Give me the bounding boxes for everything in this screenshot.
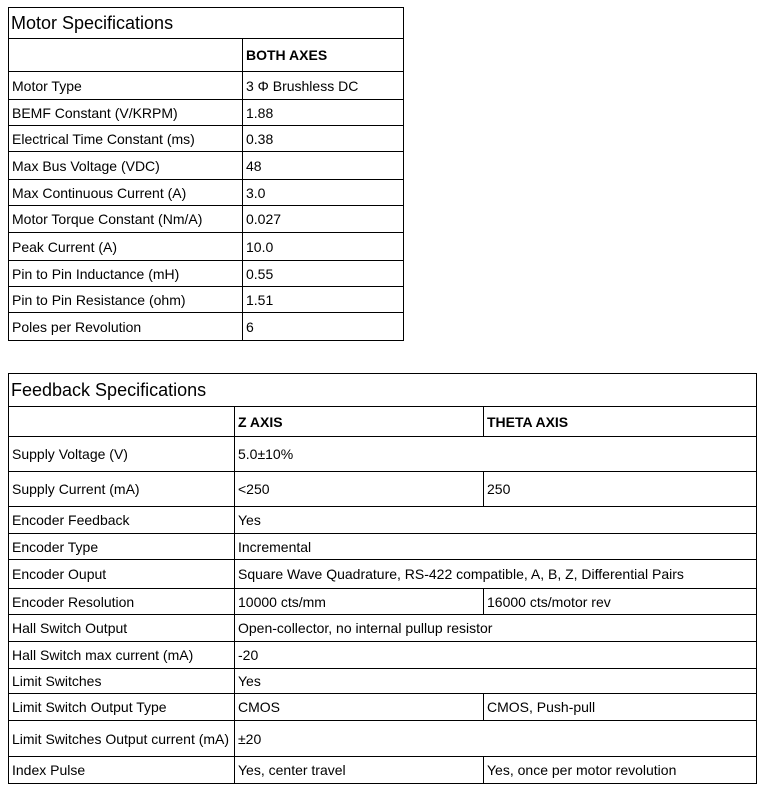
row-label: Poles per Revolution	[9, 313, 243, 341]
row-value-theta: 16000 cts/motor rev	[484, 589, 757, 615]
row-value: 0.55	[243, 261, 404, 287]
table-row	[9, 206, 404, 233]
row-label: Pin to Pin Inductance (mH)	[9, 261, 243, 287]
table-row	[9, 694, 757, 721]
row-label: Max Continuous Current (A)	[9, 180, 243, 206]
row-label: Electrical Time Constant (ms)	[9, 126, 243, 152]
row-value: 3.0	[243, 180, 404, 206]
row-label: Encoder Resolution	[9, 589, 235, 615]
row-value-z: CMOS	[235, 694, 484, 721]
row-value-theta: Yes, once per motor revolution	[484, 757, 757, 784]
row-value-z: 10000 cts/mm	[235, 589, 484, 615]
feedback-specifications-table	[8, 373, 757, 784]
row-label: Encoder Type	[9, 534, 235, 560]
motor-specifications-table	[8, 7, 404, 341]
row-label: Peak Current (A)	[9, 233, 243, 261]
row-label: Pin to Pin Resistance (ohm)	[9, 287, 243, 313]
row-value-both: ±20	[235, 721, 757, 757]
row-value-both: Incremental	[235, 534, 757, 560]
row-value-both: 5.0±10%	[235, 437, 757, 472]
row-value-z: Yes, center travel	[235, 757, 484, 784]
table-row	[9, 669, 757, 694]
row-value: 48	[243, 152, 404, 180]
row-label: Index Pulse	[9, 757, 235, 784]
row-value-theta: 250	[484, 472, 757, 507]
row-value-theta: CMOS, Push-pull	[484, 694, 757, 721]
table-row	[9, 757, 757, 784]
row-label: Limit Switches Output current (mA)	[9, 721, 235, 757]
table-row	[9, 180, 404, 206]
table-row	[9, 72, 404, 100]
table-title: Feedback Specifications	[9, 374, 757, 407]
column-header-z-axis: Z AXIS	[235, 407, 484, 437]
column-header-both-axes: BOTH AXES	[243, 39, 404, 72]
row-label: Limit Switch Output Type	[9, 694, 235, 721]
row-value-both: Yes	[235, 507, 757, 534]
row-label: Motor Torque Constant (Nm/A)	[9, 206, 243, 233]
row-value: 6	[243, 313, 404, 341]
table-row	[9, 287, 404, 313]
table-row	[9, 507, 757, 534]
table-row	[9, 534, 757, 560]
row-value: 10.0	[243, 233, 404, 261]
table-row	[9, 126, 404, 152]
table-row	[9, 642, 757, 669]
row-value: 0.38	[243, 126, 404, 152]
table-row	[9, 472, 757, 507]
table-row	[9, 560, 757, 589]
row-value-both: Yes	[235, 669, 757, 694]
row-label: Limit Switches	[9, 669, 235, 694]
row-label: Hall Switch max current (mA)	[9, 642, 235, 669]
row-value: 0.027	[243, 206, 404, 233]
row-value-both: Open-collector, no internal pullup resistor	[235, 615, 757, 642]
row-label: Encoder Feedback	[9, 507, 235, 534]
row-label: BEMF Constant (V/KRPM)	[9, 100, 243, 126]
header-empty-cell	[9, 407, 235, 437]
row-label: Motor Type	[9, 72, 243, 100]
row-value-both: Square Wave Quadrature, RS-422 compatible, A, B, Z, Differential Pairs	[235, 560, 757, 589]
row-label: Supply Voltage (V)	[9, 437, 235, 472]
table-row	[9, 233, 404, 261]
row-label: Encoder Ouput	[9, 560, 235, 589]
table-row	[9, 615, 757, 642]
row-value: 3 Φ Brushless DC	[243, 72, 404, 100]
table-title: Motor Specifications	[9, 8, 404, 39]
table-row	[9, 261, 404, 287]
table-row	[9, 152, 404, 180]
column-header-theta-axis: THETA AXIS	[484, 407, 757, 437]
row-label: Max Bus Voltage (VDC)	[9, 152, 243, 180]
table-row	[9, 721, 757, 757]
row-value: 1.51	[243, 287, 404, 313]
row-value: 1.88	[243, 100, 404, 126]
table-row	[9, 589, 757, 615]
row-value-both: -20	[235, 642, 757, 669]
table-row	[9, 313, 404, 341]
table-row	[9, 437, 757, 472]
row-label: Supply Current (mA)	[9, 472, 235, 507]
row-value-z: <250	[235, 472, 484, 507]
header-empty-cell	[9, 39, 243, 72]
row-label: Hall Switch Output	[9, 615, 235, 642]
table-row	[9, 100, 404, 126]
